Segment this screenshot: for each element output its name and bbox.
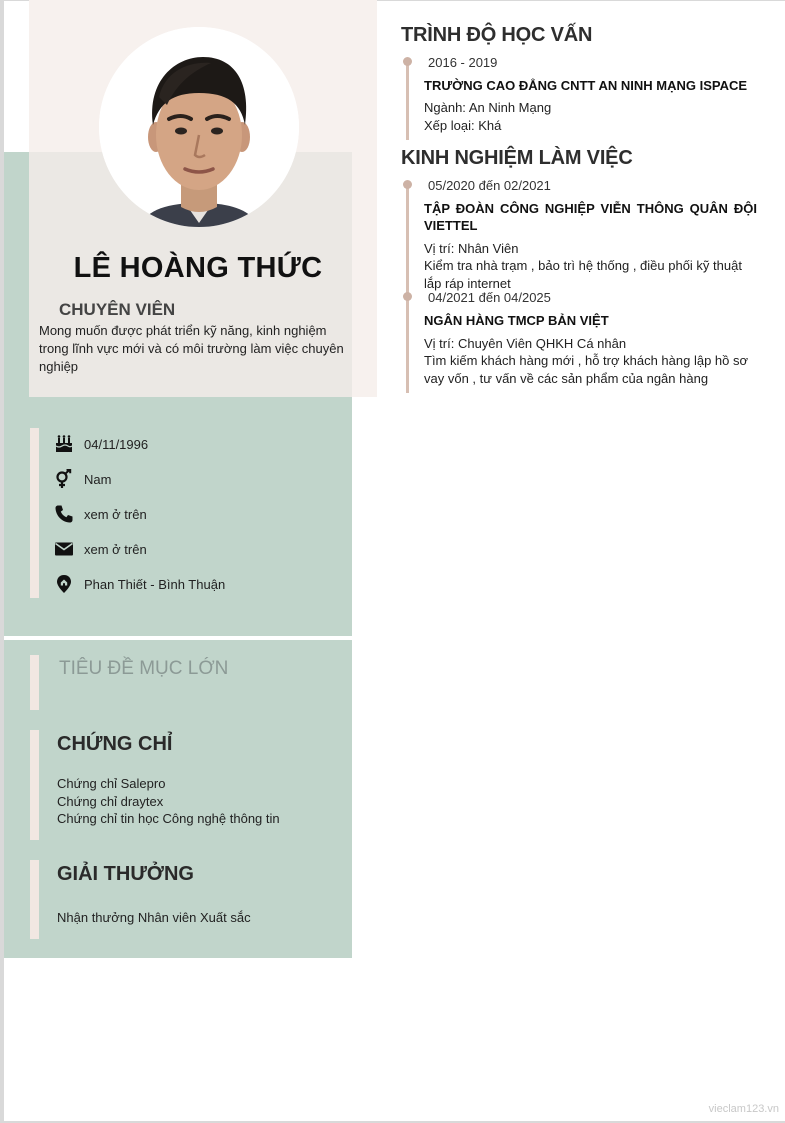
- company-name: NGÂN HÀNG TMCP BẢN VIỆT: [424, 313, 609, 328]
- contact-gender: [54, 468, 111, 490]
- envelope-icon: [54, 539, 74, 559]
- contact-accent-bar: [30, 428, 39, 598]
- timeline-dot: [403, 180, 412, 189]
- award-item: Nhận thưởng Nhân viên Xuất sắc: [57, 910, 251, 925]
- certificate-item: Chứng chỉ tin học Công nghệ thông tin: [57, 811, 280, 826]
- education-grade: Xếp loại: Khá: [424, 118, 502, 133]
- email-value: xem ở trên: [84, 541, 147, 557]
- contact-birthday: [54, 433, 148, 455]
- job-title: CHUYÊN VIÊN: [59, 300, 176, 319]
- gender-value: Nam: [84, 471, 112, 487]
- timeline-dot: [403, 57, 412, 66]
- contact-address: [54, 573, 225, 595]
- contact-email: [54, 538, 147, 560]
- experience-position: Vị trí: Nhân Viên: [424, 241, 519, 256]
- education-timeline: [406, 60, 409, 140]
- education-heading: TRÌNH ĐỘ HỌC VẤN: [401, 24, 593, 46]
- school-name: TRƯỜNG CAO ĐẲNG CNTT AN NINH MẠNG ISPACE: [424, 78, 748, 93]
- placeholder-section-heading: TIÊU ĐỀ MỤC LỚN: [59, 658, 229, 679]
- certificates-heading: CHỨNG CHỈ: [57, 733, 173, 755]
- certificates-list: [57, 775, 280, 828]
- experience-period: 05/2020 đến 02/2021: [428, 178, 551, 193]
- birthday-value: 04/11/1996: [84, 436, 149, 452]
- awards-accent-bar: [30, 860, 39, 939]
- phone-value: xem ở trên: [84, 506, 147, 522]
- company-name: TẬP ĐOÀN CÔNG NGHIỆP VIỄN THÔNG QUÂN ĐỘI VIETTEL: [424, 201, 757, 233]
- phone-icon: [54, 504, 74, 524]
- gender-icon: [54, 469, 74, 489]
- education-major: Ngành: An Ninh Mạng: [424, 100, 552, 115]
- awards-heading: GIẢI THƯỞNG: [57, 863, 194, 885]
- certificate-item: Chứng chỉ draytex: [57, 793, 164, 809]
- experience-description: Kiểm tra nhà trạm , bảo trì hệ thống , điều phối kỹ thuật lắp ráp internet: [424, 258, 742, 291]
- timeline-dot: [403, 292, 412, 301]
- education-period: 2016 - 2019: [428, 55, 498, 70]
- certificate-item: Chứng chỉ Salepro: [57, 776, 166, 791]
- awards-list: [57, 909, 251, 927]
- location-pin-icon: [54, 574, 74, 594]
- cake-icon: [54, 434, 74, 454]
- section-accent-bar: [30, 655, 39, 710]
- experience-timeline: [406, 183, 409, 393]
- address-value: Phan Thiết - Bình Thuận: [84, 576, 226, 592]
- career-objective: Mong muốn được phát triển kỹ năng, kinh nghiệm trong lĩnh vực mới và có môi trường làm việc chuyên nghiệp: [39, 323, 344, 374]
- experience-heading: KINH NGHIỆM LÀM VIỆC: [401, 147, 633, 169]
- experience-period: 04/2021 đến 04/2025: [428, 290, 551, 305]
- contact-phone: [54, 503, 147, 525]
- candidate-name: LÊ HOÀNG THỨC: [73, 252, 323, 284]
- experience-position: Vị trí: Chuyên Viên QHKH Cá nhân: [424, 336, 627, 351]
- site-watermark: vieclam123.vn: [708, 1103, 779, 1115]
- portrait-photo: [99, 27, 299, 227]
- avatar: [99, 27, 299, 227]
- certificates-accent-bar: [30, 730, 39, 840]
- experience-description: Tìm kiếm khách hàng mới , hỗ trợ khách hàng lập hồ sơ vay vốn , tư vấn về các sản phẩm của ngân hàng: [424, 353, 749, 386]
